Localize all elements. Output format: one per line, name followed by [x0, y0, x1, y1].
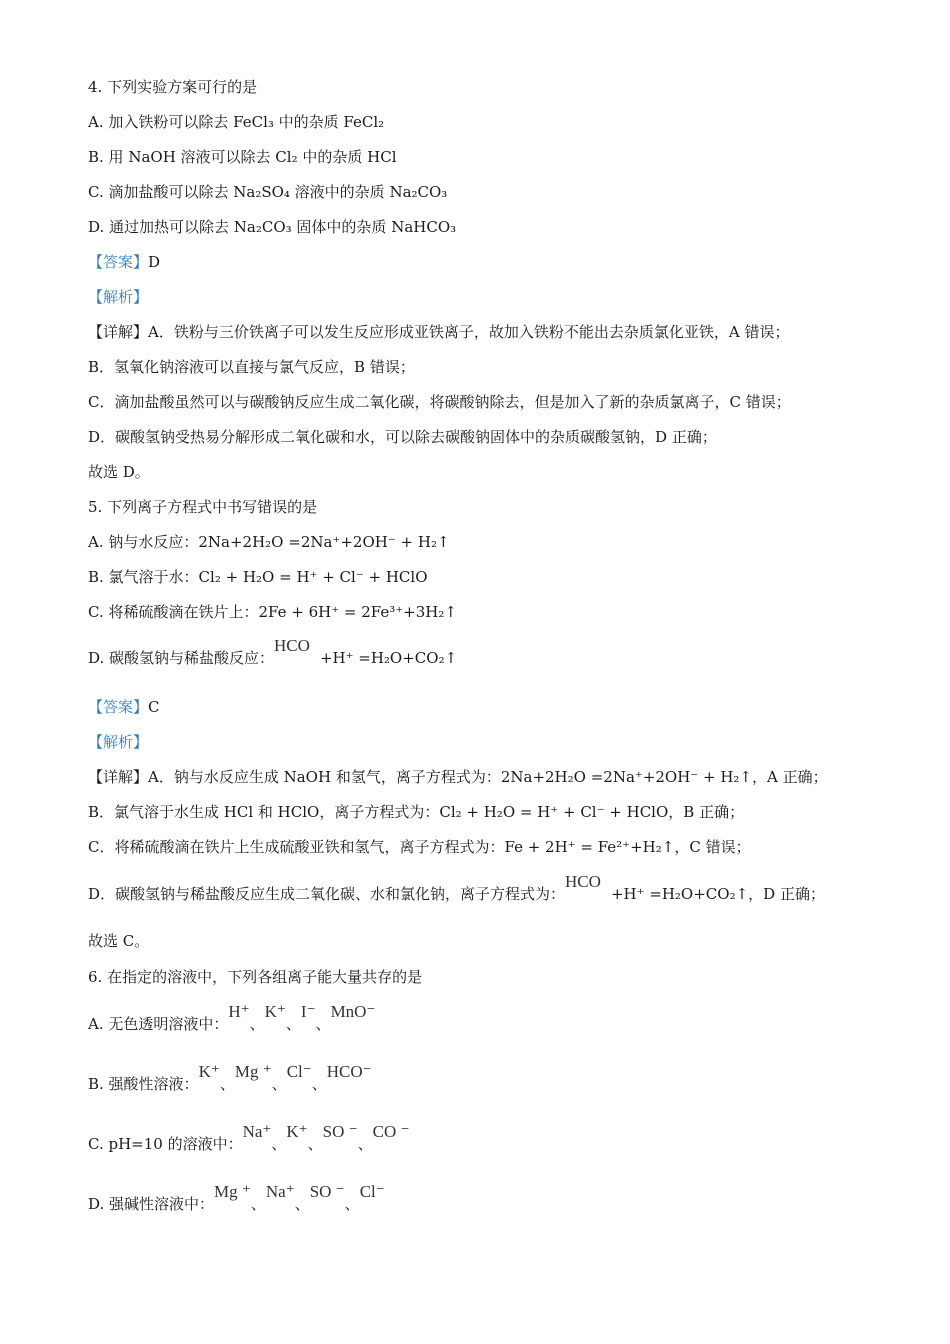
ion: SO ⁻	[322, 1122, 358, 1141]
detail-text: A．钠与水反应生成 NaOH 和氢气，离子方程式为：2Na+2H₂O =2Na⁺+2OH⁻ + H₂↑，A 正确；	[148, 768, 828, 786]
answer-value: D	[148, 253, 161, 271]
separator: 、	[271, 1075, 287, 1093]
q4-option-c: C. 滴加盐酸可以除去 Na₂SO₄ 溶液中的杂质 Na₂CO₃	[88, 183, 448, 201]
separator: 、	[250, 1195, 266, 1213]
answer-label: 【答案】	[88, 253, 149, 271]
answer-label: 【答案】	[88, 698, 149, 716]
answer-value: C	[148, 698, 160, 716]
q6-option-c	[88, 1124, 890, 1164]
q6-option-d	[88, 1184, 890, 1224]
separator: 、	[311, 1075, 327, 1093]
ion: K⁺	[198, 1062, 220, 1081]
detail-text: +H⁺ =H₂O+CO₂↑，D 正确；	[610, 885, 825, 903]
q5-detail-a	[88, 766, 890, 788]
option-text: B. 强酸性溶液：	[88, 1075, 199, 1093]
q6-option-b	[88, 1064, 890, 1104]
q5-analysis-label: 【解析】	[88, 733, 149, 751]
option-text: D. 强碱性溶液中：	[88, 1195, 215, 1213]
ion: K⁺	[264, 1002, 286, 1021]
q5-detail-b: B．氯气溶于水生成 HCl 和 HClO，离子方程式为：Cl₂ + H₂O = H⁺ + Cl⁻ + HClO，B 正确；	[88, 803, 745, 821]
q5-option-c: C. 将稀硫酸滴在铁片上：2Fe + 6H⁺ = 2Fe³⁺+3H₂↑	[88, 603, 457, 621]
q4-stem: 4. 下列实验方案可行的是	[88, 78, 258, 96]
separator: 、	[294, 1195, 310, 1213]
ion: SO ⁻	[309, 1182, 345, 1201]
q5-detail-c: C．将稀硫酸滴在铁片上生成硫酸亚铁和氢气，离子方程式为：Fe + 2H⁺ = Fe²⁺+H₂↑，C 错误；	[88, 838, 751, 856]
q4-detail-d: D．碳酸氢钠受热易分解形成二氧化碳和水，可以除去碳酸钠固体中的杂质碳酸氢钠，D 正确；	[88, 428, 717, 446]
detail-label: 【详解】	[88, 768, 149, 786]
q6-option-a	[88, 1004, 890, 1044]
q4-option-d: D. 通过加热可以除去 Na₂CO₃ 固体中的杂质 NaHCO₃	[88, 218, 457, 236]
ion: Na⁺	[242, 1122, 272, 1141]
option-text: +H⁺ =H₂O+CO₂↑	[319, 649, 458, 667]
separator: 、	[315, 1015, 331, 1033]
q4-conclusion: 故选 D。	[88, 463, 150, 481]
q5-stem: 5. 下列离子方程式中书写错误的是	[88, 498, 318, 516]
ion: Cl⁻	[286, 1062, 312, 1081]
option-text: D. 碳酸氢钠与稀盐酸反应：	[88, 649, 275, 667]
q4-option-b: B. 用 NaOH 溶液可以除去 Cl₂ 中的杂质 HCl	[88, 148, 397, 166]
detail-text: A．铁粉与三价铁离子可以发生反应形成亚铁离子，故加入铁粉不能出去杂质氯化亚铁，A 错误；	[148, 323, 790, 341]
ion: Mg ⁺	[234, 1062, 272, 1081]
separator: 、	[285, 1015, 301, 1033]
hco3-formula: HCO	[565, 872, 601, 891]
q4-answer-line	[88, 251, 890, 273]
q4-detail-b: B．氢氧化钠溶液可以直接与氯气反应，B 错误；	[88, 358, 415, 376]
separator: 、	[357, 1135, 373, 1153]
q4-analysis-label: 【解析】	[88, 288, 149, 306]
ion: MnO⁻	[330, 1002, 376, 1021]
separator: 、	[271, 1135, 287, 1153]
detail-label: 【详解】	[88, 323, 149, 341]
separator: 、	[249, 1015, 265, 1033]
separator: 、	[307, 1135, 323, 1153]
ion: HCO⁻	[326, 1062, 372, 1081]
q4-detail-a	[88, 321, 890, 343]
ion: K⁺	[286, 1122, 308, 1141]
ion: H⁺	[228, 1002, 250, 1021]
q5-option-d	[88, 638, 890, 678]
q6-stem: 6. 在指定的溶液中，下列各组离子能大量共存的是	[88, 968, 423, 986]
option-text: C. pH=10 的溶液中：	[88, 1135, 243, 1153]
ion: Na⁺	[265, 1182, 295, 1201]
detail-text: D．碳酸氢钠与稀盐酸反应生成二氧化碳、水和氯化钠，离子方程式为：	[88, 885, 566, 903]
separator: 、	[219, 1075, 235, 1093]
q5-option-a: A. 钠与水反应：2Na+2H₂O =2Na⁺+2OH⁻ + H₂↑	[88, 533, 450, 551]
option-text: A. 无色透明溶液中：	[88, 1015, 229, 1033]
ion: I⁻	[300, 1002, 316, 1021]
q5-detail-d	[88, 874, 890, 914]
hco3-formula: HCO	[274, 636, 310, 655]
ion: Cl⁻	[359, 1182, 385, 1201]
q4-detail-c: C．滴加盐酸虽然可以与碳酸钠反应生成二氧化碳，将碳酸钠除去，但是加入了新的杂质氯离子，C 错误；	[88, 393, 791, 411]
q5-conclusion: 故选 C。	[88, 932, 150, 950]
q4-option-a: A. 加入铁粉可以除去 FeCl₃ 中的杂质 FeCl₂	[88, 113, 385, 131]
separator: 、	[344, 1195, 360, 1213]
ion: Mg ⁺	[214, 1182, 251, 1201]
ion: CO ⁻	[372, 1122, 410, 1141]
q5-answer-line	[88, 696, 890, 718]
q5-option-b: B. 氯气溶于水：Cl₂ + H₂O = H⁺ + Cl⁻ + HClO	[88, 568, 428, 586]
